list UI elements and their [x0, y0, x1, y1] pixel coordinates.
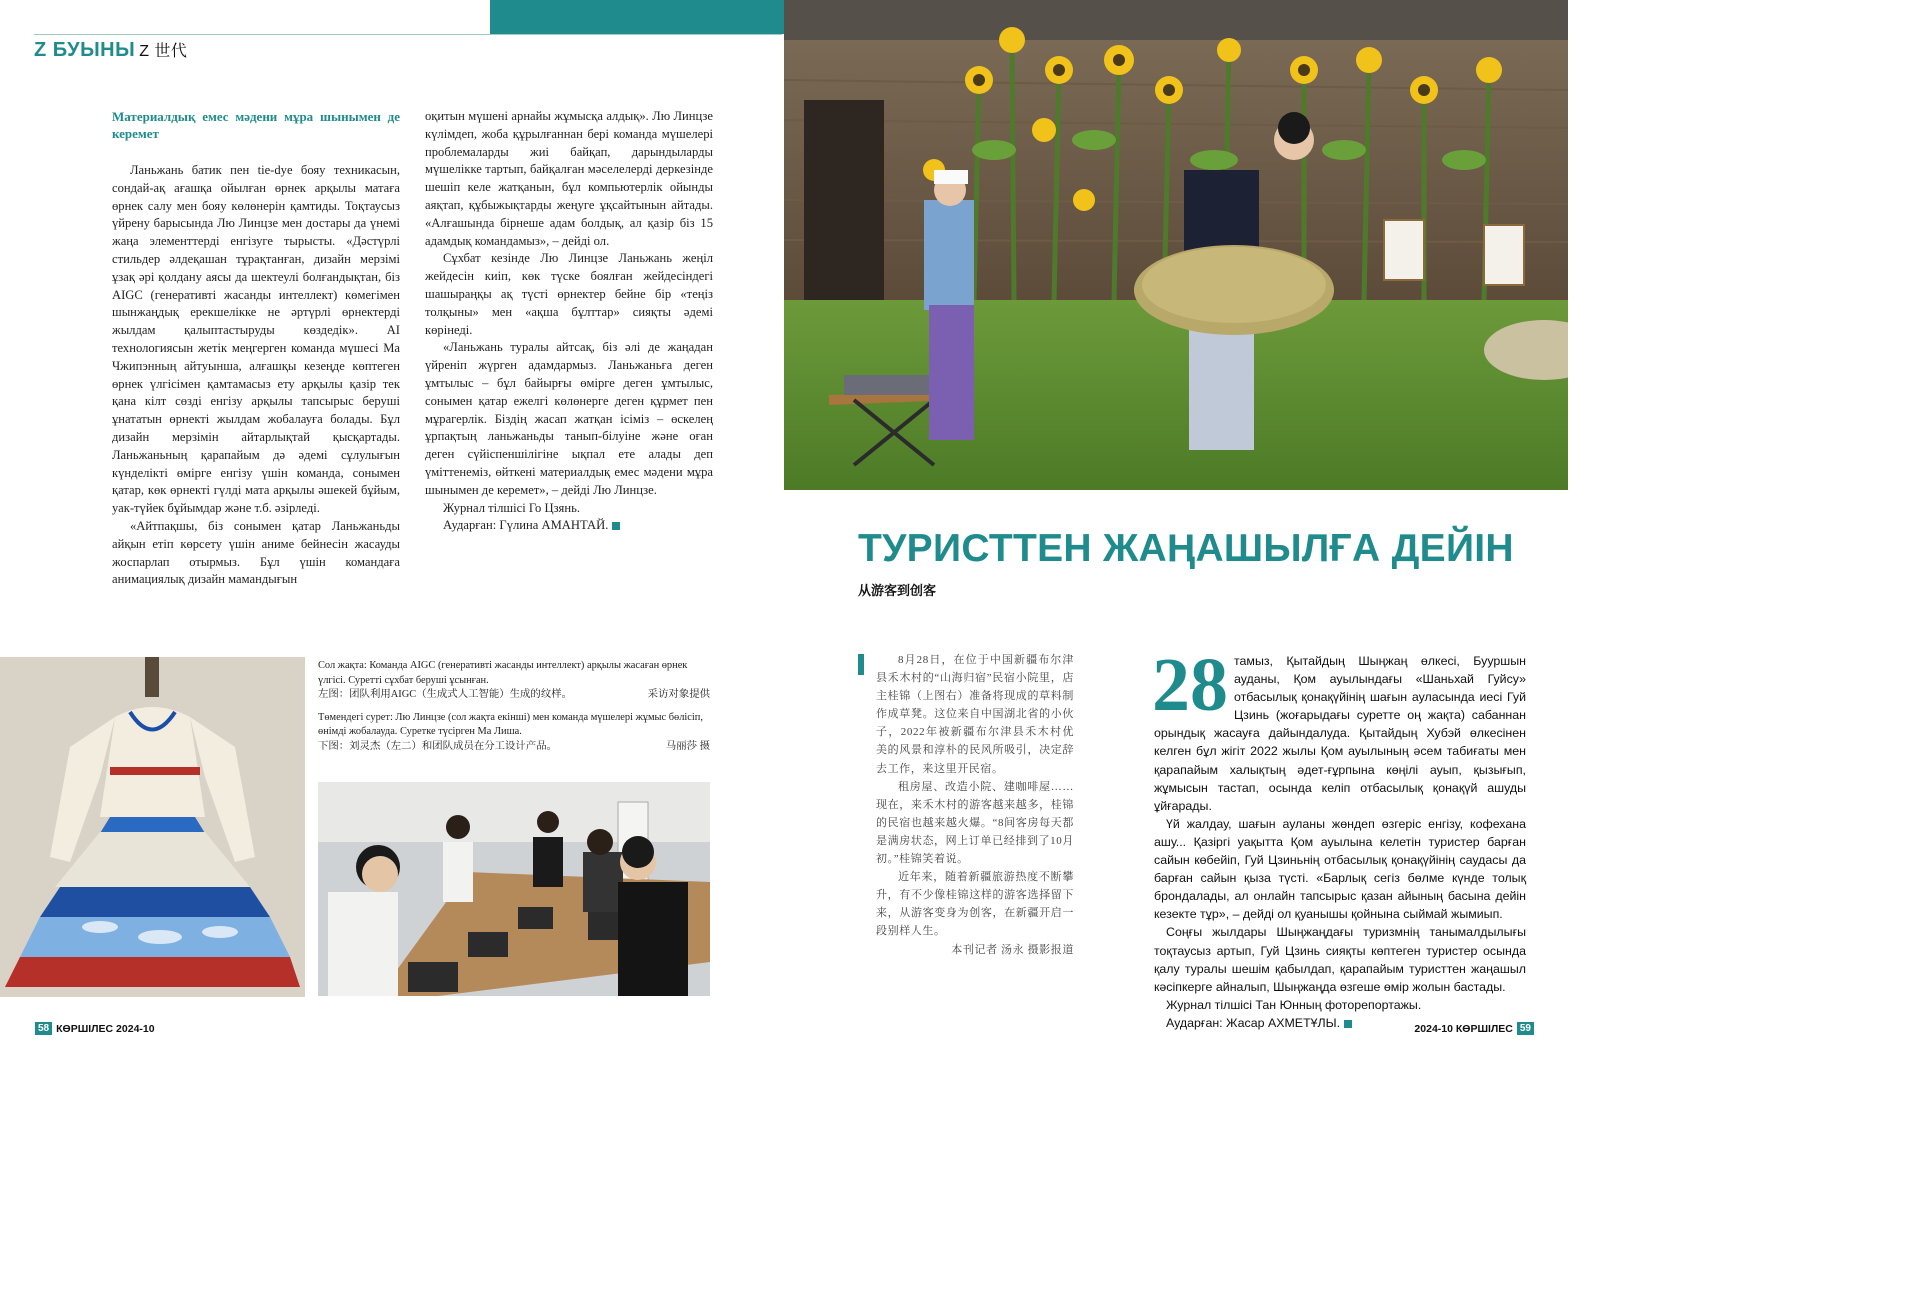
hero-photo-illustration	[784, 0, 1568, 490]
dress-illustration	[0, 657, 305, 997]
translator-text: Аударған: Гүлина АМАНТАЙ.	[443, 518, 609, 533]
cn-paragraph: 8月28日，在位于中国新疆布尔津县禾木村的“山海归宿”民宿小院里，店主桂锦（上图右）准备将现成的草料制作成草凳。这位来自中国湖北省的小伙子，2022年被新疆布尔津县禾木村优美的风景和淳朴的民风所吸引，决定辞去工作，来这里开民宿。	[876, 654, 1074, 775]
paragraph: «Айтпақшы, біз сонымен қатар Ланьжаньды айқын етіп көрсету үшін аниме бейнесін жасауды жоспарлап отырмыз. Бұл үшін командаға анимациялық дизайн мамандығын	[112, 518, 400, 587]
reporter-credit: Журнал тілшісі Тан Юнның фоторепортажы.	[1166, 997, 1422, 1012]
article-headline-cn: 从游客到创客	[858, 583, 937, 598]
translator-credit	[425, 517, 713, 535]
hero-photo-hay-bale	[784, 0, 1568, 490]
caption-left-kz: Сол жақта: Команда AIGC (генеративті жасанды интеллект) арқылы жасаған өрнек үлгісі. Суретті сұхбат беруші ұсынған.	[318, 660, 688, 686]
article-headline: ТУРИСТТЕН ЖАҢАШЫЛҒА ДЕЙІН	[858, 527, 1514, 570]
footer-left-text: КӨРШІЛЕС 2024-10	[56, 1022, 155, 1035]
end-mark-icon	[1344, 1020, 1352, 1028]
header-accent-bar	[490, 0, 785, 34]
footer-left	[35, 1022, 155, 1035]
paragraph: оқитын мүшені арнайы жұмысқа алдық». Лю Линцзе күлімдеп, жоба құрылғаннан бері команда мүшелері проблемаларды жиі байқап, дарындыларды мүшелікке тартып, байқалған мәселелерді деркезінде шешіп келе жатқанын, бұл компьютерлік ойынды аяқтап, құбыжықтарды жеңуге ұқсайтынын айтады. «Алғашында бірнеше адам болдық, ал қазір біз 15 адамдық командамыз», – дейді ол.	[425, 109, 713, 248]
caption-bottom-kz: Төмендегі сурет: Лю Линцзе (сол жақта екінші) мен команда мүшелері жұмыс бөлісіп, өнімді жобалауда. Суретке түсірген Ма Лиша.	[318, 711, 703, 737]
article-subheading: Материалдық емес мәдени мұра шынымен де керемет	[112, 109, 400, 141]
caption-left-cn-row	[318, 688, 710, 703]
page-number-left: 58	[35, 1022, 52, 1035]
kz-paragraph: Соңғы жылдары Шыңжаңдағы туризмнің танымалдылығы тоқтаусыз артып, Гуй Цзинь сияқты көптеген туристер осында қалу туралы шешім қабылдап, қарапайым туристтен жаңашыл кәсіпкерге айналып, Шыңжаңда өзгеше өмір жолын бастады.	[1154, 925, 1526, 994]
cn-paragraph: 租房屋、改造小院、建咖啡屋……现在，来禾木村的游客越来越多，桂锦的民宿也越来越火爆。“8间客房每天都是满房状态，网上订单已经排到了10月初。”桂锦笑着说。	[876, 780, 1074, 866]
office-illustration	[318, 782, 710, 996]
chinese-text-column	[876, 651, 1074, 959]
section-label	[34, 38, 187, 62]
kz-paragraph	[1152, 643, 1526, 815]
paragraph: «Ланьжань туралы айтсақ, біз әлі де жаңадан үйреніп жүрген адамдармыз. Ланьжаньға деген ұмтылыс – бұл байырғы өмірге деген ұмтылыс, сонымен қатар ежелгі көлөнерге деген құрмет пен мұрагерлік. Біздің жасап жатқан ісіміз – өскелең ұрпақтың ланьжаньды танып-білуіне және оған деген сүйіспеншілігіне ықпал ете алады деп үміттенеміз, өйткені материалдық емес мәдени мұра шынымен де керемет», – дейді Лю Линцзе.	[425, 340, 713, 497]
section-title-cn: Z 世代	[139, 43, 188, 60]
section-title: Z БУЫНЫ	[34, 39, 136, 61]
caption-bottom-cn-row	[318, 740, 710, 755]
aigc-pattern-dress-photo	[0, 657, 305, 997]
kazakh-text-column	[1152, 643, 1526, 1032]
paragraph: Ланьжань батик пен tie-dye бояу техникасын, сондай-ақ ағашқа ойылған өрнек арқылы матаға өрнек салу мен бояу көлөнерін қамтиды. Тоқтаусыз үйрену барысында Лю Линцзе мен достары да үнемі жаңа элементтерді енгізуге тырысты. «Дәстүрлі стильдер әлдеқашан тұрақтанған, дизайн мерзімі ұзақ әрі қолдану аясы да шектеулі болғандықтан, біз AIGC (генеративті жасанды интеллект) көмегімен шынжаңдық ерекшелікке не әртүрлі өрнектерді жылдам қалыптастыруды көздедік». AI технологиясын жетік меңгерген команда мүшесі Ма Чжипэнның айтуынша, алғашқы кезеңде көптеген өрнек үлгісімен қамтамасыз ету арқылы қазір тек қана кілт сөзді енгізу арқылы тапсырыс беруші ұнататын өрнекті жылдам жобалауға болады. Бұл дизайн мерзімін айтарлықтай қысқартады. Ланьжаньның қарапайым дә әдемі сұлулығын күнделікті өмірге енгізу үшін команда, сонымен қатар, көк өрнекті гүлді мата арқылы әшекей бұйым, уак-түйек бұйымдар және т.б. әзірледі.	[112, 163, 400, 516]
paragraph: Сұхбат кезінде Лю Линцзе Ланьжань жеңіл жейдесін киіп, көк түске боялған жейдесіндегі шашыраңқы ақ түсті өрнектер бейне бір «теңіз толқыны» мен «ақша бұлттар» сияқты әдемі көрінеді.	[425, 251, 713, 337]
page-number-right: 59	[1517, 1022, 1534, 1035]
cn-credit: 本刊记者 汤永 摄影报道	[951, 943, 1074, 956]
caption-bottom-cn-credit: 马丽莎 摄	[665, 740, 710, 752]
left-article-column-2	[425, 108, 713, 535]
header-rule	[34, 34, 782, 35]
cn-paragraph: 近年来，随着新疆旅游热度不断攀升，有不少像桂锦这样的游客选择留下来，从游客变身为创客，在新疆开启一段别样人生。	[876, 871, 1074, 938]
caption-left-cn: 左图：团队利用AIGC（生成式人工智能）生成的纹样。	[318, 689, 572, 700]
kz-paragraph-text: тамыз, Қытайдың Шыңжаң өлкесі, Бууршын ауданы, Қом ауылындағы «Шаньхай Гуйсу» отбасылық қонақүйінің шағын ауласында иесі Гуй Цзинь (жоғарыдағы суретте оң жақта) сабаннан орындық жасауға дайындалуда. Қытайдың Хубэй өлкесінен келген бұл жігіт 2022 жылы Қом ауылының әсем табиғаты мен қарапайым халықтың әдет-ғұрпына көңілі ауып, қызығып, жұмысын тастап, осында келіп отбасылық қонақүй ашуды ұйғарады.	[1154, 654, 1526, 813]
translator-text: Аударған: Жасар АХМЕТҰЛЫ.	[1166, 1015, 1341, 1030]
caption-left-cn-credit: 采访对象提供	[647, 689, 710, 700]
dropcap-date: 28	[1152, 643, 1228, 727]
cn-text-marker	[858, 654, 864, 675]
caption-bottom-cn: 下图：刘灵杰（左二）和团队成员在分工设计产品。	[318, 740, 557, 752]
footer-right-text: 2024-10 КӨРШІЛЕС	[1414, 1022, 1513, 1035]
end-mark-icon	[612, 522, 620, 530]
reporter-credit: Журнал тілшісі Го Цзянь.	[443, 500, 580, 515]
photo-captions	[318, 659, 710, 754]
kz-paragraph: Үй жалдау, шағын ауланы жөндеп өзгеріс енгізу, кофехана ашу... Қазіргі уақытта Қом ауылына келетін туристер барған сайын көбейіп, Гуй Цзиньнің отбасылық қонақүйінің саудасы да барған сайын қыза түсті. «Барлық сегіз бөлме күнде толық брондалады, ал онлайн тапсырыс қазан айының басына дейін кезекте тұр», – дейді ол қуанышы қойнына сыймай жымиып.	[1154, 816, 1526, 922]
footer-right	[1414, 1022, 1534, 1035]
left-article-column-1	[112, 108, 400, 589]
team-office-photo	[318, 782, 710, 996]
